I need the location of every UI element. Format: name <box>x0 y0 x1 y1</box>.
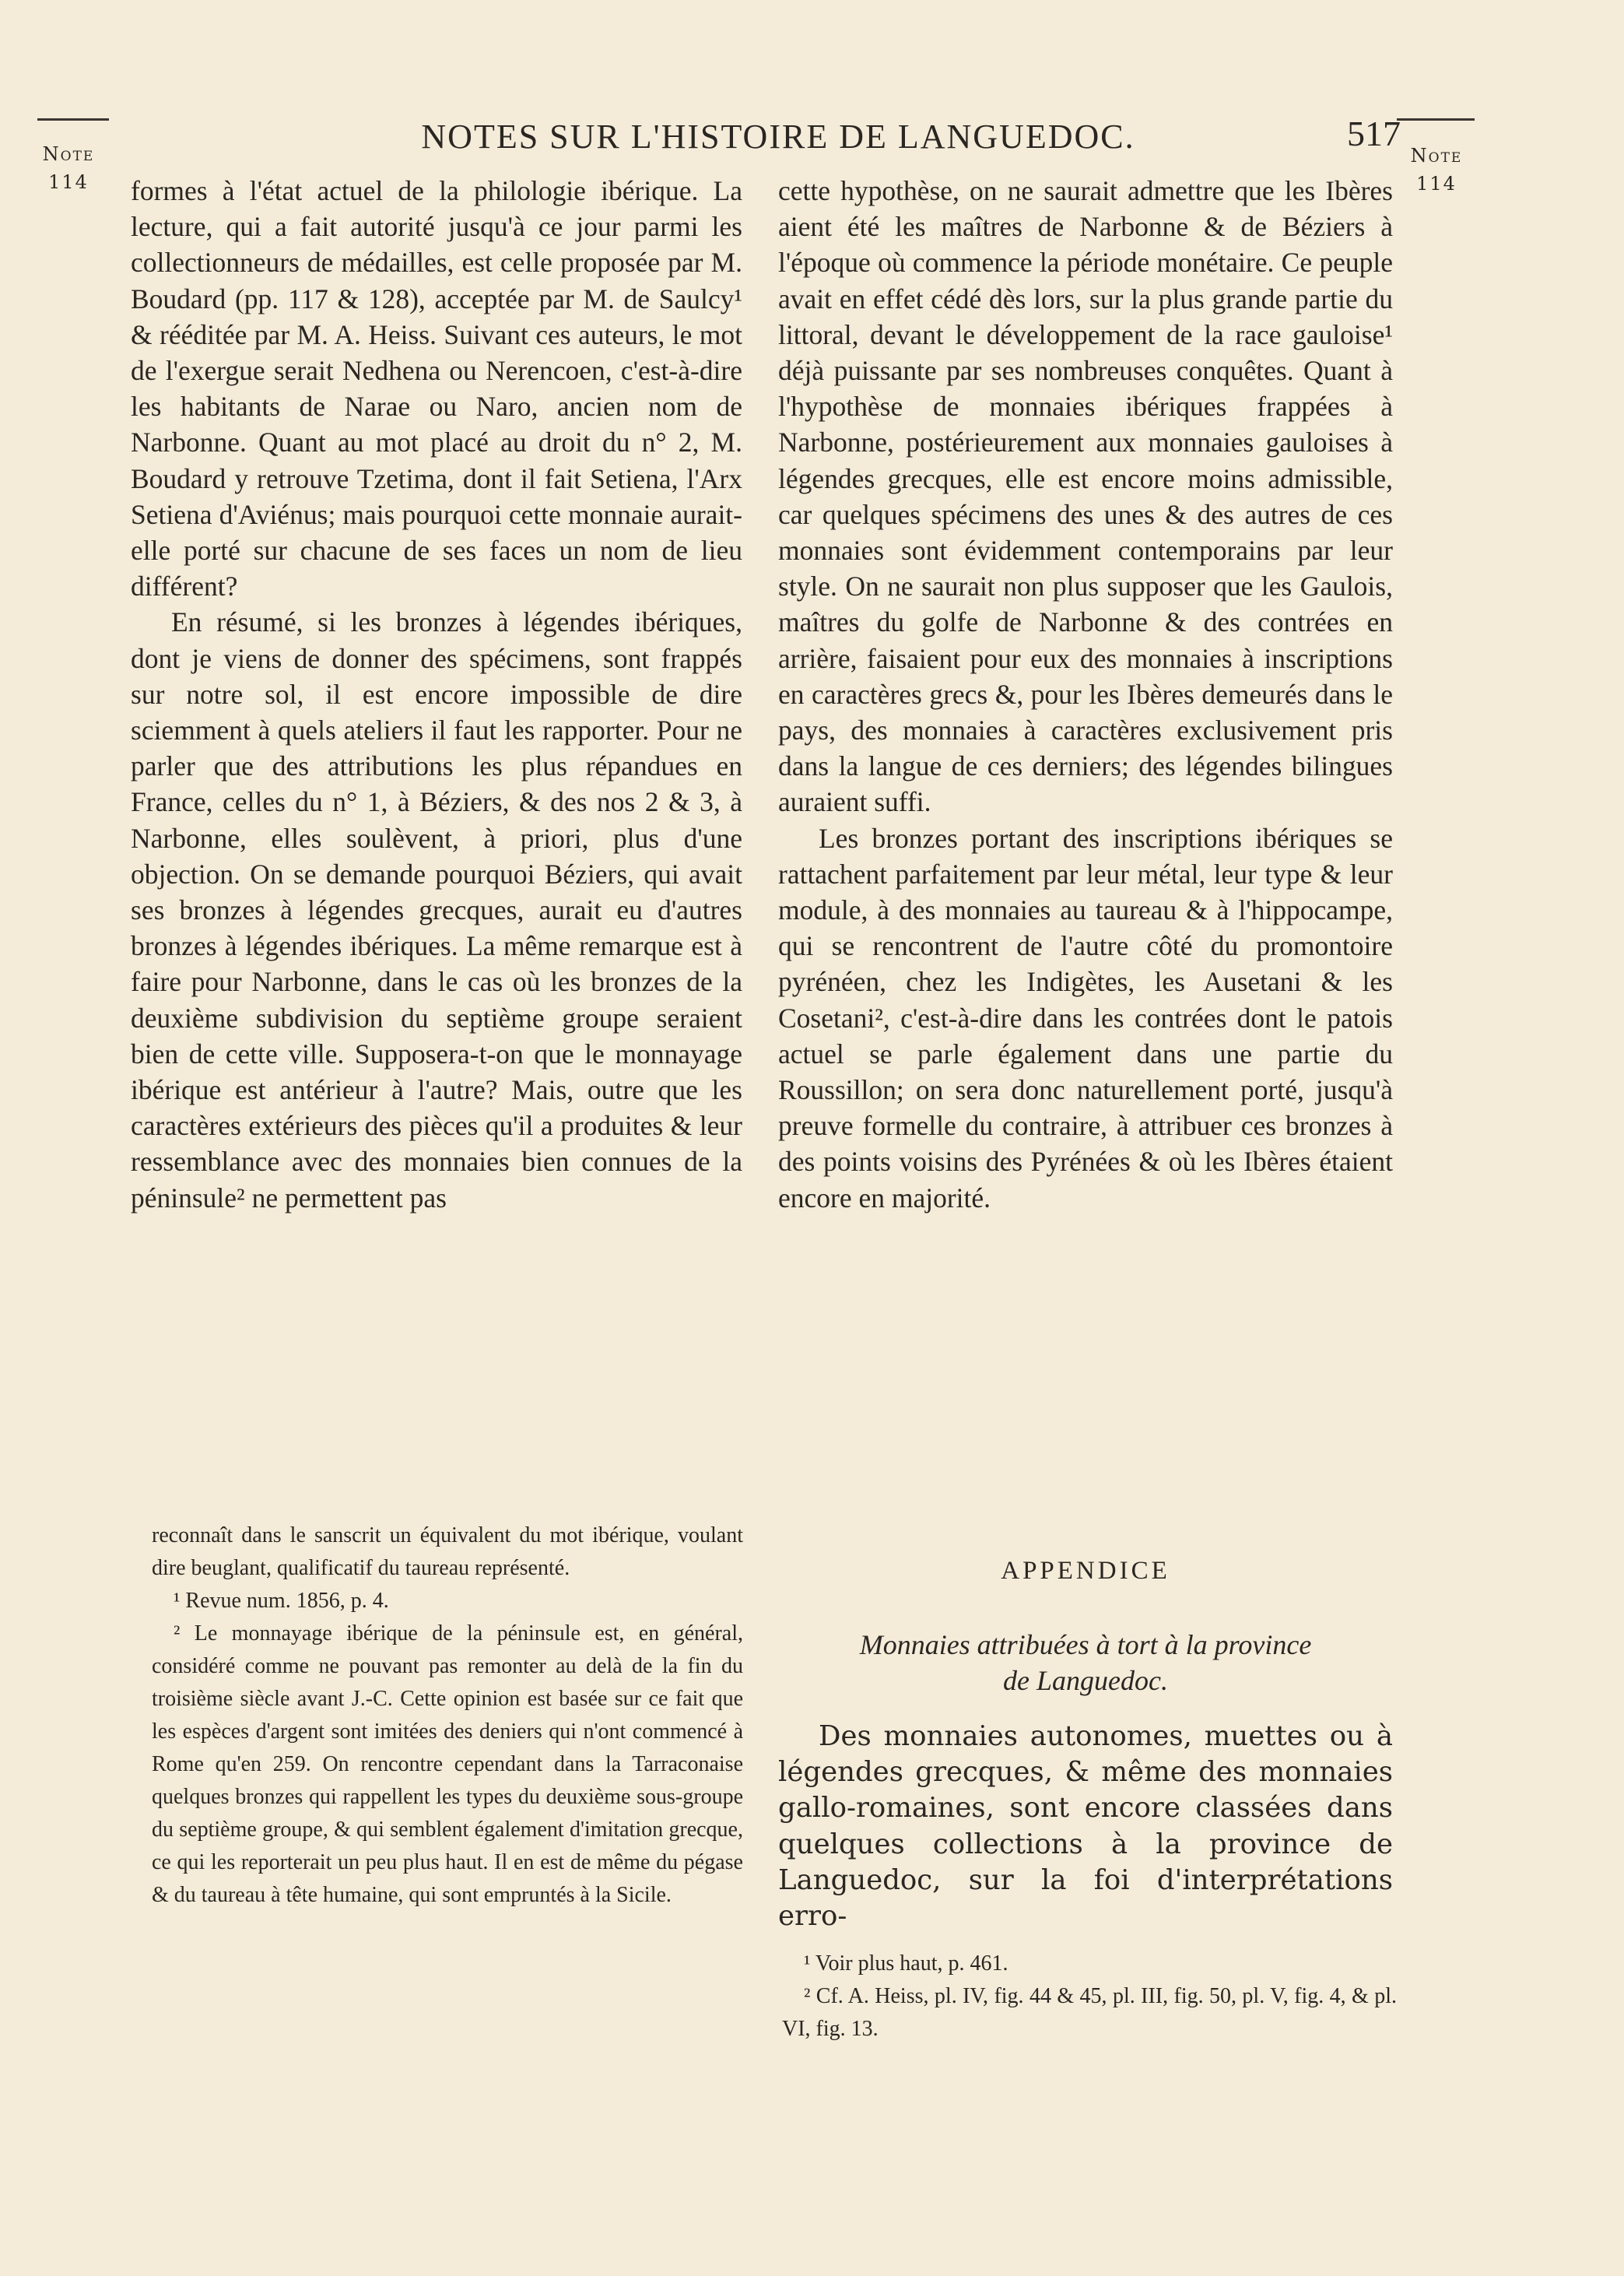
page-number: 517 <box>1347 114 1401 153</box>
left-footnote-1: ¹ Revue num. 1856, p. 4. <box>174 1589 389 1613</box>
appendix-paragraph: Des monnaies autonomes, muettes ou à légendes grecques, & même des monnaies gallo-romaines, sont encore classées dans quelques collections à la province de Languedoc, sur la foi d'interprétations erro- <box>778 1720 1393 1933</box>
right-margin-note <box>1401 142 1472 198</box>
running-title: NOTES SUR L'HISTOIRE DE LANGUEDOC. <box>421 118 1135 156</box>
right-paragraph-1: cette hypothèse, on ne saurait admettre que les Ibères aient été les maîtres de Narbonne & de Béziers à l'époque où commence la période monétaire. Ce peuple avait en effet cédé dès lors, sur la plus grande partie du littoral, devant le développement de la race gauloise¹ déjà puissante par ses nombreuses conquêtes. Quant à l'hypothèse de monnaies ibériques frappées à Narbonne, postérieurement aux monnaies gauloises à légendes grecques, elle est encore moins admissible, car quelques spécimens des unes & des autres de ces monnaies sont évidemment contemporains par leur style. On ne saurait non plus supposer que les Gaulois, maîtres du golfe de Narbonne & des contrées en arrière, faisaient pour eux des monnaies à inscriptions en caractères grecs &, pour les Ibères demeurés dans le pays, des monnaies à caractères exclusivement pris dans la langue de ces derniers; des légendes bilingues auraient suffi. <box>778 175 1393 818</box>
appendix-subtitle-line-1: Monnaies attribuées à tort à la province <box>859 1629 1312 1660</box>
right-footnote-2: ² Cf. A. Heiss, pl. IV, fig. 44 & 45, pl. III, fig. 50, pl. V, fig. 4, & pl. VI, fig. 13. <box>782 1984 1397 2041</box>
left-margin-note-label: Note <box>42 143 95 165</box>
right-column <box>778 173 1393 1216</box>
appendix-title: APPENDICE <box>1001 1557 1170 1585</box>
right-margin-note-label: Note <box>1410 145 1463 167</box>
left-footnote-continuation: reconnaît dans le sanscrit un équivalent du mot ibérique, voulant dire beuglant, qualificatif du taureau représenté. <box>152 1523 743 1580</box>
left-paragraph-1: formes à l'état actuel de la philologie ibérique. La lecture, qui a fait autorité jusqu'à ce jour parmi les collectionneurs de médailles, est celle proposée par M. Boudard (pp. 117 & 128), acceptée par M. de Saulcy¹ & rééditée par M. A. Heiss. Suivant ces auteurs, le mot de l'exergue serait Nedhena ou Nerencoen, c'est-à-dire les habitants de Narae ou Naro, ancien nom de Narbonne. Quant au mot placé au droit du n° 2, M. Boudard y retrouve Tzetima, dont il fait Setiena, l'Arx Setiena d'Aviénus; mais pourquoi cette monnaie aurait-elle porté sur chacune de ses faces un nom de lieu différent? <box>131 175 742 602</box>
appendix-body <box>778 1719 1393 1934</box>
left-margin-note-number: 114 <box>48 171 89 193</box>
left-footnote-2: ² Le monnayage ibérique de la péninsule est, en général, considéré comme ne pouvant pas remonter au delà de la fin du troisième siècle avant J.-C. Cette opinion est basée sur ce fait que les espèces d'argent sont imitées des deniers qui n'ont commencé à Rome qu'en 259. On rencontre cependant dans la Tarraconaise quelques bronzes qui rappellent les types du deuxième sous-groupe du septième groupe, & qui semblent également d'imitation grecque, ce qui les reporterait un peu plus haut. Il en est de même du pégase & du taureau à tête humaine, qui sont empruntés à la Sicile. <box>152 1621 743 1907</box>
appendix-subtitle-line-2: de Languedoc. <box>1003 1665 1168 1696</box>
left-column <box>131 173 742 1216</box>
appendix-subtitle <box>778 1627 1393 1698</box>
left-footnotes <box>152 1519 743 1912</box>
left-margin-rule <box>37 118 109 121</box>
right-footnote-1: ¹ Voir plus haut, p. 461. <box>804 1951 1008 1976</box>
right-paragraph-2: Les bronzes portant des inscriptions ibériques se rattachent parfaitement par leur métal, leur type & leur module, à des monnaies au taureau & à l'hippocampe, qui se rencontrent de l'autre côté du promontoire pyrénéen, chez les Indigètes, les Ausetani & les Cosetani², c'est-à-dire dans les contrées dont le patois actuel se parle également dans une partie du Roussillon; on sera donc naturellement porté, jusqu'à preuve formelle du contraire, à attribuer ces bronzes à des points voisins des Pyrénées & où les Ibères étaient encore en majorité. <box>778 822 1393 1214</box>
right-margin-rule <box>1397 118 1475 121</box>
left-paragraph-2: En résumé, si les bronzes à légendes ibériques, dont je viens de donner des spécimens, sont frappés sur notre sol, il est encore impossible de dire sciemment à quels ateliers il faut les rapporter. Pour ne parler que des attributions les plus répandues en France, celles du n° 1, à Béziers, & des nos 2 & 3, à Narbonne, elles soulèvent, à priori, plus d'une objection. On se demande pourquoi Béziers, qui avait ses bronzes à légendes grecques, aurait eu d'autres bronzes à légendes ibériques. La même remarque est à faire pour Narbonne, dans le cas où les bronzes de la deuxième subdivision du septième groupe seraient bien de cette ville. Supposera-t-on que le monnayage ibérique est antérieur à l'autre? Mais, outre que les caractères extérieurs des pièces qu'il a produites & leur ressemblance avec des monnaies bien connues de la péninsule² ne permettent pas <box>131 606 742 1214</box>
right-footnotes <box>782 1948 1397 2046</box>
right-margin-note-number: 114 <box>1416 173 1457 195</box>
left-margin-note <box>30 140 107 196</box>
